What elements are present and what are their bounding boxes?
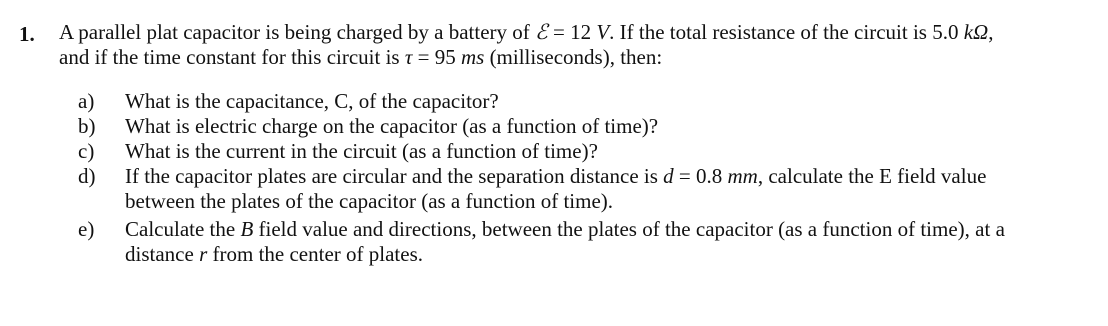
subquestion-label: e) (78, 217, 95, 241)
intro-text: = 12 (547, 20, 597, 44)
intro-text: A parallel plat capacitor is being charged by a battery of (59, 20, 536, 44)
var-d: d (663, 164, 674, 188)
text-run: , calculate the E field value (757, 164, 987, 188)
subquestion-list (78, 89, 1098, 267)
intro-line-2 (59, 45, 1099, 70)
intro-text: (milliseconds), then: (484, 45, 663, 69)
subquestion-text: What is electric charge on the capacitor (as a function of time)? (125, 114, 659, 138)
intro-text: = 95 (412, 45, 461, 69)
subquestion-label: b) (78, 114, 96, 138)
text-run: from the center of plates. (207, 242, 423, 266)
text-run: Calculate the (125, 217, 241, 241)
tau-symbol: τ (404, 45, 413, 69)
subquestion-text (125, 164, 1098, 214)
problem-intro (59, 20, 1099, 70)
subquestion-e (78, 217, 1098, 267)
intro-text: and if the time constant for this circuit is (59, 45, 405, 69)
subquestion-label: a) (78, 89, 95, 113)
unit-ms: ms (460, 45, 485, 69)
intro-text: , (988, 20, 994, 44)
var-r: r (199, 242, 208, 266)
subquestion-b (78, 114, 1098, 139)
intro-line-1 (59, 20, 1099, 45)
subquestion-line-1 (125, 217, 1098, 242)
unit-volts: V (596, 20, 610, 44)
subquestion-label: c) (78, 139, 95, 163)
problem-number: 1. (19, 22, 35, 46)
intro-text: . If the total resistance of the circuit is 5.0 (609, 20, 964, 44)
subquestion-text (125, 217, 1098, 267)
text-run: = 0.8 (673, 164, 728, 188)
subquestion-line-2: between the plates of the capacitor (as a function of time). (125, 189, 614, 213)
subquestion-line-1 (125, 164, 1098, 189)
subquestion-text: What is the capacitance, C, of the capacitor? (125, 89, 499, 113)
subquestion-a (78, 89, 1098, 114)
subquestion-d (78, 164, 1098, 214)
subquestion-line-2 (125, 242, 1098, 267)
text-run: field value and directions, between the plates of the capacitor (as a function of time), at a (253, 217, 1005, 241)
emf-symbol: ℰ (535, 20, 548, 44)
text-run: distance (125, 242, 200, 266)
subquestion-label: d) (78, 164, 96, 188)
unit-mm: mm (727, 164, 758, 188)
subquestion-c (78, 139, 1098, 164)
subquestion-text: What is the current in the circuit (as a function of time)? (125, 139, 598, 163)
var-b: B (240, 217, 254, 241)
unit-kiloohm: kΩ (963, 20, 989, 44)
text-run: If the capacitor plates are circular and the separation distance is (125, 164, 664, 188)
